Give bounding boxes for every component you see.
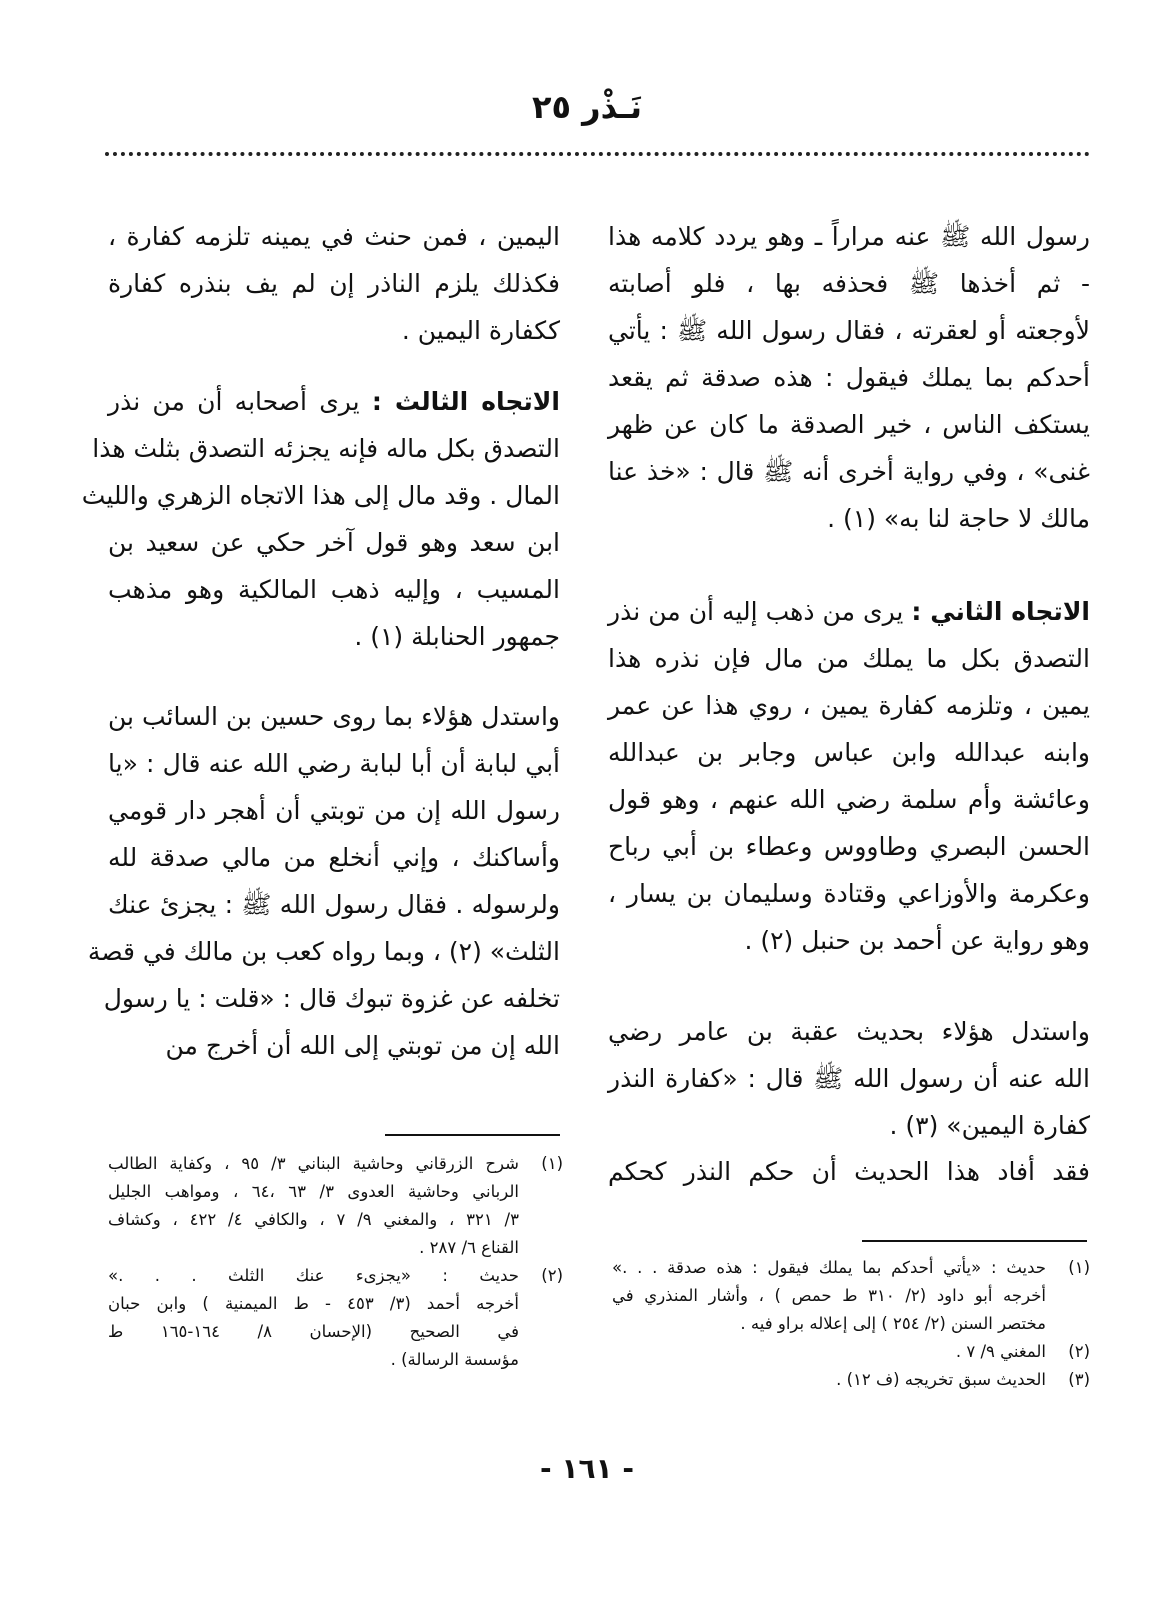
footnote-line bbox=[108, 1150, 563, 1178]
text-line: - ثم أخذها ﷺ فحذفه بها ، فلو أصابته bbox=[608, 269, 1090, 298]
text-line-content: يرى أصحابه أن من نذر bbox=[108, 387, 372, 416]
footnote-number: (٢) bbox=[1068, 1342, 1090, 1361]
text-line: وعائشة وأم سلمة رضي الله عنهم ، وهو قول bbox=[608, 785, 1090, 814]
text-line: وعكرمة والأوزاعي وقتادة وسليمان بن يسار ، bbox=[608, 879, 1090, 908]
footnote-text: مختصر السنن (٢/ ٢٥٤ ) إلى إعلاله براو فيه . bbox=[740, 1314, 1046, 1333]
footnote-line bbox=[612, 1254, 1090, 1282]
paragraph bbox=[608, 1148, 1090, 1195]
footnote-text: الرباني وحاشية العدوى ٣/ ٦٣ ،٦٤ ، ومواهب الجليل bbox=[108, 1182, 519, 1201]
text-line: اليمين ، فمن حنث في يمينه تلزمه كفارة ، bbox=[108, 222, 560, 251]
text-line: وأساكنك ، وإني أنخلع من مالي صدقة لله bbox=[108, 843, 560, 872]
paragraph bbox=[108, 213, 560, 354]
footnote-line bbox=[108, 1234, 563, 1262]
text-line: رسول الله ﷺ عنه مراراً ـ وهو يردد كلامه هذا bbox=[608, 222, 1090, 251]
text-line: ككفارة اليمين . bbox=[401, 316, 560, 345]
running-header: نَـذْر ٢٥ bbox=[531, 88, 643, 126]
text-line: وابنه عبدالله وابن عباس وجابر بن عبدالله bbox=[608, 738, 1090, 767]
footnote-text: حديث : «يجزىء عنك الثلث . . .» bbox=[108, 1266, 519, 1285]
text-line: يمين ، وتلزمه كفارة يمين ، روي هذا عن عمر bbox=[608, 691, 1090, 720]
text-line: التصدق بكل ماله فإنه يجزئه التصدق بثلث هذا bbox=[92, 434, 560, 463]
text-line: أبي لبابة أن أبا لبابة رضي الله عنه قال : «يا bbox=[108, 749, 560, 778]
section-heading: الاتجاه الثاني : bbox=[911, 597, 1090, 626]
footnote-line bbox=[108, 1262, 563, 1290]
section-heading: الاتجاه الثالث : bbox=[371, 387, 560, 416]
text-line: واستدل هؤلاء بحديث عقبة بن عامر رضي bbox=[608, 1017, 1090, 1046]
footnote-text: المغني ٩/ ٧ . bbox=[955, 1342, 1046, 1361]
footnote-text: القناع ٦/ ٢٨٧ . bbox=[419, 1238, 519, 1257]
text-line: الحسن البصري وطاووس وعطاء بن أبي رباح bbox=[608, 832, 1090, 861]
footnote-text: الحديث سبق تخريجه (ف ١٢) . bbox=[836, 1370, 1046, 1389]
text-line-content: يرى من ذهب إليه أن من نذر bbox=[608, 597, 912, 626]
paragraph bbox=[81, 378, 560, 660]
text-line: كفارة اليمين» (٣) . bbox=[889, 1111, 1090, 1140]
text-line: فقد أفاد هذا الحديث أن حكم النذر كحكم bbox=[608, 1157, 1090, 1186]
paragraph bbox=[608, 588, 1090, 964]
left-footnotes bbox=[108, 1150, 563, 1374]
text-line: الله إن من توبتي إلى الله أن أخرج من bbox=[165, 1031, 560, 1060]
footnote-line bbox=[108, 1206, 563, 1234]
paragraph bbox=[608, 1008, 1090, 1149]
text-line: التصدق بكل ما يملك من مال فإن نذره هذا bbox=[608, 644, 1090, 673]
footnote-number: (١) bbox=[1068, 1258, 1090, 1277]
paragraph bbox=[608, 213, 1090, 542]
paragraph bbox=[87, 693, 560, 1069]
text-line bbox=[108, 378, 560, 425]
footnote-text: مؤسسة الرسالة) . bbox=[390, 1350, 519, 1369]
text-line: ولرسوله . فقال رسول الله ﷺ : يجزئ عنك bbox=[108, 890, 560, 919]
footnote-text: حديث : «يأتي أحدكم بما يملك فيقول : هذه صدقة . . .» bbox=[612, 1258, 1046, 1277]
text-line: ابن سعد وهو قول آخر حكي عن سعيد بن bbox=[108, 528, 560, 557]
text-line: المال . وقد مال إلى هذا الاتجاه الزهري والليث bbox=[81, 481, 560, 510]
footnote-line bbox=[108, 1318, 563, 1346]
text-line: يستكف الناس ، خير الصدقة ما كان عن ظهر bbox=[608, 410, 1090, 439]
left-footnote-rule bbox=[385, 1134, 560, 1136]
footnote-line bbox=[612, 1366, 1090, 1394]
text-line: الله عنه أن رسول الله ﷺ قال : «كفارة النذر bbox=[608, 1064, 1090, 1093]
footnote-text: أخرجه أبو داود (٢/ ٣١٠ ط حمص ) ، وأشار المنذري في bbox=[612, 1286, 1046, 1305]
footnote-number: (٢) bbox=[541, 1266, 563, 1285]
footnote-text: ٣/ ٣٢١ ، والمغني ٩/ ٧ ، والكافي ٤/ ٤٢٢ ، وكشاف bbox=[108, 1210, 519, 1229]
footnote-text: في الصحيح (الإحسان ٨/ ١٦٤-١٦٥ ط bbox=[108, 1322, 519, 1341]
footnote-line bbox=[108, 1290, 563, 1318]
text-line: واستدل هؤلاء بما روى حسين بن السائب بن bbox=[108, 702, 560, 731]
right-footnote-rule bbox=[862, 1240, 1087, 1242]
footnote-line bbox=[108, 1346, 563, 1374]
text-line: فكذلك يلزم الناذر إن لم يف بنذره كفارة bbox=[108, 269, 560, 298]
footnote-text: أخرجه أحمد (٣/ ٤٥٣ - ط الميمنية ) وابن حبان bbox=[108, 1294, 520, 1313]
text-line: أحدكم بما يملك فيقول : هذه صدقة ثم يقعد bbox=[608, 363, 1090, 392]
text-line: وهو رواية عن أحمد بن حنبل (٢) . bbox=[744, 926, 1090, 955]
text-line: تخلفه عن غزوة تبوك قال : «قلت : يا رسول bbox=[103, 984, 560, 1013]
left-column bbox=[81, 0, 560, 1120]
text-line: جمهور الحنابلة (١) . bbox=[354, 622, 560, 651]
text-line: مالك لا حاجة لنا به» (١) . bbox=[827, 504, 1090, 533]
text-line: لأوجعته أو لعقرته ، فقال رسول الله ﷺ : يأتي bbox=[608, 316, 1090, 345]
footnote-line bbox=[612, 1282, 1090, 1310]
footnote-line bbox=[108, 1178, 563, 1206]
text-line: الثلث» (٢) ، وبما رواه كعب بن مالك في قصة bbox=[87, 937, 560, 966]
footnote-line bbox=[612, 1310, 1090, 1338]
footnote-number: (٣) bbox=[1068, 1370, 1090, 1389]
text-line bbox=[608, 588, 1090, 635]
text-line: غنى» ، وفي رواية أخرى أنه ﷺ قال : «خذ عنا bbox=[608, 457, 1090, 486]
right-footnotes bbox=[612, 1254, 1090, 1394]
footnote-line bbox=[612, 1338, 1090, 1366]
footnote-text: شرح الزرقاني وحاشية البناني ٣/ ٩٥ ، وكفاية الطالب bbox=[108, 1154, 519, 1173]
page-number: - ١٦١ - bbox=[539, 1452, 635, 1485]
right-column bbox=[608, 0, 1090, 1230]
footnote-number: (١) bbox=[541, 1154, 563, 1173]
text-line: المسيب ، وإليه ذهب المالكية وهو مذهب bbox=[108, 575, 560, 604]
text-line: رسول الله إن من توبتي أن أهجر دار قومي bbox=[108, 796, 560, 825]
